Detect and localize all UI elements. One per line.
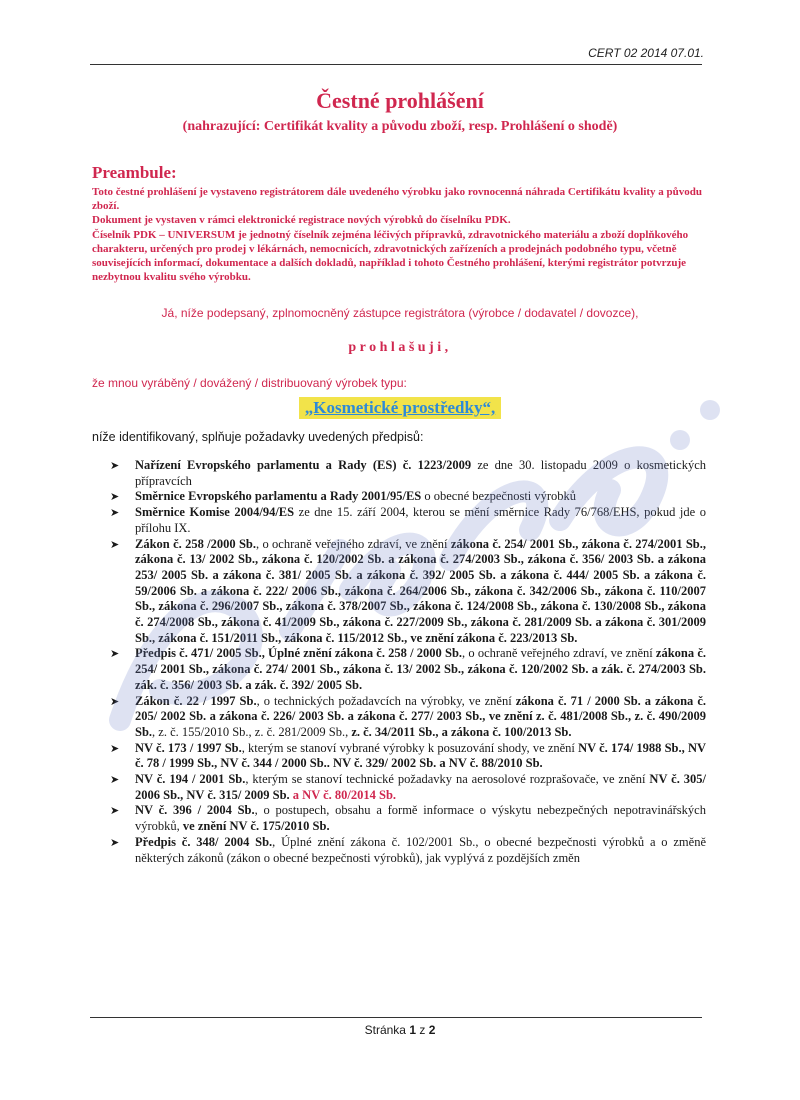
regulation-text: ze dne 30. listopadu 2009 o kosmetických přípravcích — [135, 458, 706, 488]
regulation-text: Nařízení Evropského parlamentu a Rady (ES) č. 1223/2009 — [135, 458, 472, 472]
declare-word: prohlašuji, — [348, 340, 452, 355]
preamble-paragraph: Dokument je vystaven v rámci elektronické registrace nových výrobků do číselníku PDK. — [92, 214, 511, 227]
regulation-item — [110, 646, 706, 693]
regulation-item — [110, 458, 706, 489]
preamble-heading: Preambule: — [92, 163, 177, 182]
regulation-item — [110, 694, 706, 741]
regulation-text: a NV č. 80/2014 Sb. — [289, 787, 397, 802]
regulation-text: , Úplné znění zákona č. 102/2001 Sb., o obecné bezpečnosti výrobků a o změně některých zákonů (zákon o obecné bezpečnosti výrobků), jak vyplývá z pozdějších změn — [135, 834, 706, 865]
preamble-paragraph: Číselník PDK – UNIVERSUM je jednotný číselník zejména léčivých přípravků, zdravotnického materiálu a zboží doplňkového charakteru, určených pro prodej v lékárnách, nemocnicích, zdravotnických zařízeních a prodejnách podobného typu, včetně souvisejících informací, dokumentace a dalších dokladů, například i tohoto Čestného prohlášení, kterými registrátor potvrzuje nezbytnou kvalitu svého výrobku. — [92, 228, 689, 284]
arrow-bullet-icon: ➤ — [110, 537, 120, 551]
regulation-text: Zákon č. 22 / 1997 Sb. — [135, 693, 257, 708]
document-subtitle: (nahrazující: Certifikát kvality a původu zboží, resp. Prohlášení o shodě) — [182, 119, 618, 134]
footer-rule — [90, 1017, 702, 1018]
regulation-item — [110, 741, 706, 772]
arrow-bullet-icon: ➤ — [110, 490, 120, 504]
regulation-text: NV č. 396 / 2004 Sb. — [135, 803, 255, 818]
regulation-text: Směrnice Komise 2004/94/ES — [135, 505, 295, 520]
page-current: 1 — [409, 1023, 417, 1037]
regulation-text: , z. č. 155/2010 Sb., z. č. 281/2009 Sb., — [152, 724, 352, 739]
arrow-bullet-icon: ➤ — [110, 647, 120, 661]
regulation-item — [110, 489, 706, 505]
document-title: Čestné prohlášení — [316, 88, 484, 113]
header-rule — [90, 64, 702, 65]
regulation-text: o obecné bezpečnosti výrobků — [421, 489, 577, 504]
regulation-text: NV č. 194 / 2001 Sb. — [135, 772, 246, 787]
regulation-text: Předpis č. 471/ 2005 Sb., Úplné znění zákona č. 258 / 2000 Sb. — [135, 646, 463, 661]
regulation-item — [110, 505, 706, 536]
requirements-intro: níže identifikovaný, splňuje požadavky uvedených předpisů: — [92, 430, 424, 444]
regulation-text: , o technických požadavcích na výrobky, ve znění — [256, 693, 516, 708]
regulation-text: ve znění NV č. 175/2010 Sb. — [182, 819, 330, 834]
regulation-text: , kterým se stanoví vybrané výrobky k posuzování shody, ve znění — [241, 740, 579, 755]
regulation-text: zákona č. 71 / 2000 Sb. a zákona č. 205/ 2002 Sb. a zákona č. 226/ 2003 Sb. a zákona č. 277/ 2003 Sb., ve znění z. č. 481/2008 Sb., z. č. 490/2009 Sb. — [135, 693, 706, 739]
regulation-item — [110, 772, 706, 803]
regulation-text: , kterým se stanoví technické požadavky na aerosolové rozprašovače, ve znění — [245, 772, 650, 787]
regulation-text: Předpis č. 348/ 2004 Sb. — [135, 834, 273, 849]
regulation-text: zákona č. 254/ 2001 Sb., zákona č. 274/2001 Sb., zákona č. 13/ 2002 Sb., zákona č. 120/2002 Sb. a zákona č. 274/2003 Sb., zákona č. 356/ 2003 Sb. a zákona 253/ 2005 Sb. a zákona č. 381/ 2005 Sb. a zákona č. 392/ 2005 Sb. a zákona č. 444/ 2005 Sb. a zákona č. 59/2006 Sb. a zákona č. 222/ 2006 Sb., zákona č. 264/2006 Sb., zákona č. 342/2006 Sb., zákona č. 110/2007 Sb., zákona č. 296/2007 Sb., zákona č. 378/2007 Sb., zákona č. 124/2008 Sb., zákona č. 130/2008 Sb., zákona č. 274/2008 Sb., zákona č. 41/2009 Sb., zákona č. 227/2009 Sb., zákona č. 281/2009 Sb. a zákona č. 301/2009 Sb., zákona č. 151/2011 Sb., zákona č. 115/2012 Sb., ve znění zákona č. 223/2013 Sb. — [135, 536, 707, 645]
arrow-bullet-icon: ➤ — [110, 459, 120, 472]
document-code: CERT 02 2014 07.01. — [588, 46, 704, 60]
regulation-text: , o postupech, obsahu a formě informace o výskytu nebezpečných nepotravinářských výrobků, — [135, 803, 706, 834]
page-total: 2 — [428, 1023, 436, 1037]
arrow-bullet-icon: ➤ — [110, 694, 120, 708]
regulation-text: z. č. 34/2011 Sb., a zákona č. 100/2013 Sb. — [351, 724, 572, 739]
regulation-text: , o ochraně veřejného zdraví, ve znění — [462, 646, 656, 661]
regulation-item — [110, 803, 706, 834]
preamble-paragraph: Toto čestné prohlášení je vystaveno registrátorem dále uvedeného výrobku jako rovnocenná náhrada Certifikátu kvality a původu zboží. — [92, 186, 703, 213]
regulation-text: NV č. 305/ 2006 Sb., NV č. 315/ 2009 Sb. — [135, 772, 706, 802]
regulation-text: zákona č. 254/ 2001 Sb., zákona č. 274/ 2001 Sb., zákona č. 13/ 2002 Sb., zákona č. 120/2002 Sb. a zák. č. 274/2003 Sb. zák. č. 356/ 2003 Sb. a zák. č. 392/ 2005 Sb. — [135, 646, 707, 692]
declarant-statement: Já, níže podepsaný, zplnomocněný zástupce registrátora (výrobce / dodavatel / dovozce), — [161, 306, 639, 320]
arrow-bullet-icon: ➤ — [110, 773, 120, 787]
regulations-list — [110, 458, 706, 866]
arrow-bullet-icon: ➤ — [110, 835, 120, 849]
page-number-prefix: Stránka — [364, 1023, 410, 1037]
product-name-wrap — [0, 397, 800, 419]
arrow-bullet-icon: ➤ — [110, 804, 120, 818]
arrow-bullet-icon: ➤ — [110, 741, 120, 755]
regulation-text: Zákon č. 258 /2000 Sb. — [135, 536, 257, 551]
product-type-label: že mnou vyráběný / dovážený / distribuovaný výrobek typu: — [92, 376, 407, 390]
regulation-item — [110, 835, 706, 866]
regulation-text: NV č. 174/ 1988 Sb., NV č. 78 / 1999 Sb., NV č. 344 / 2000 Sb.. NV č. 329/ 2002 Sb. a NV č. 88/2010 Sb. — [135, 740, 707, 771]
product-name: „Kosmetické prostředky“, — [299, 397, 501, 419]
regulation-text: NV č. 173 / 1997 Sb. — [135, 740, 242, 755]
arrow-bullet-icon: ➤ — [110, 506, 120, 520]
regulation-item — [110, 537, 706, 647]
regulation-text: , o ochraně veřejného zdraví, ve znění — [256, 536, 451, 551]
regulation-text: ze dne 15. září 2004, kterou se mění směrnice Rady 76/768/EHS, pokud jde o přílohu IX. — [135, 505, 706, 535]
page-number-sep: z — [416, 1023, 429, 1037]
page-number — [0, 1023, 800, 1037]
preamble-text — [92, 185, 717, 284]
regulation-text: Směrnice Evropského parlamentu a Rady 2001/95/ES — [135, 489, 422, 504]
